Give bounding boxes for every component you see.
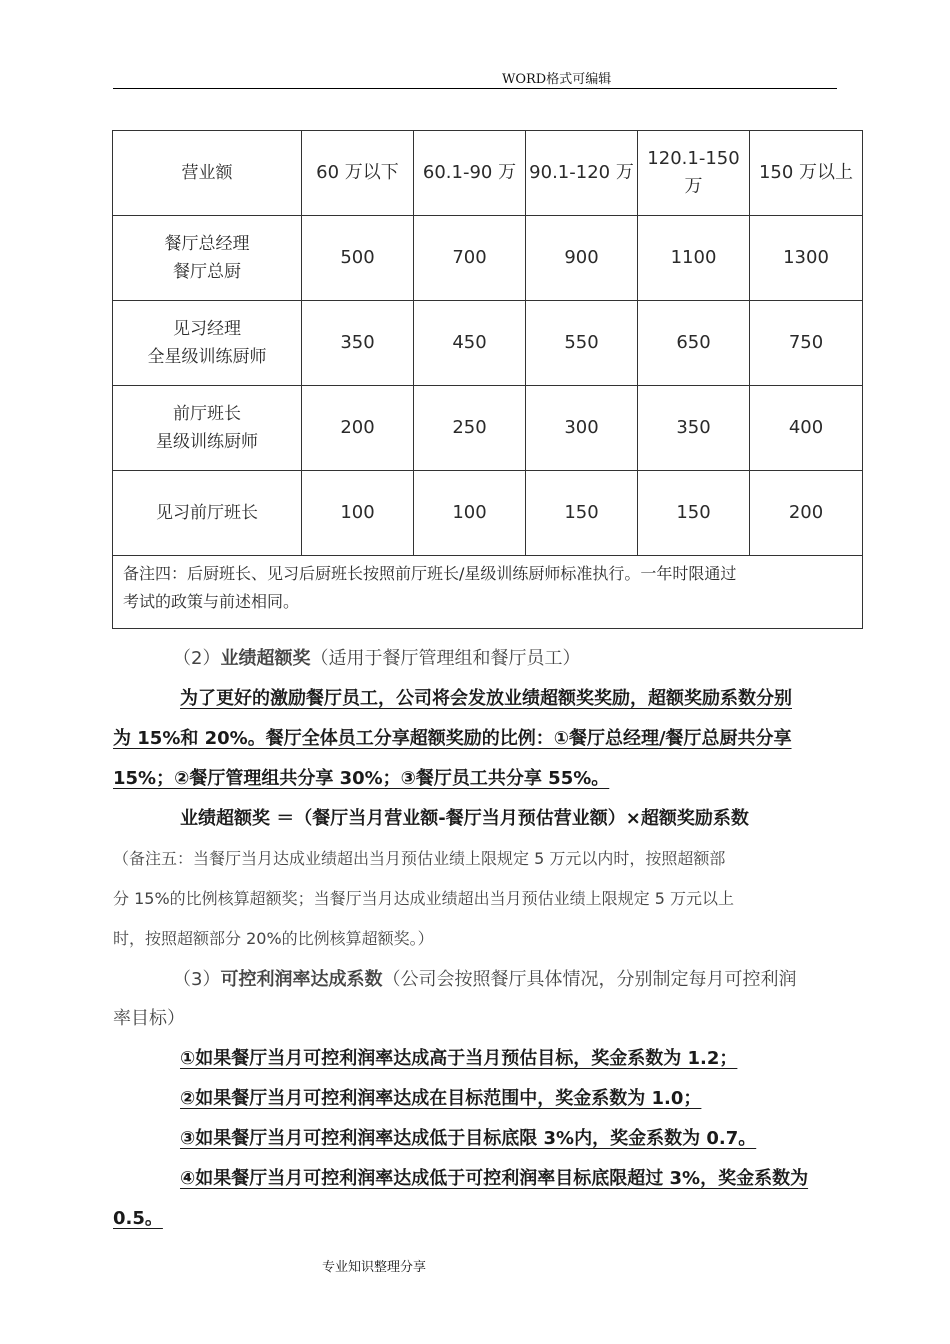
table-cell: 350 <box>302 301 414 386</box>
table-cell: 550 <box>526 301 638 386</box>
table-cell: 100 <box>302 471 414 556</box>
row-label: 餐厅总经理 餐厅总厨 <box>113 216 302 301</box>
page-footer: 专业知识整理分享 <box>322 1260 427 1275</box>
table-row <box>113 386 863 471</box>
remark-line-3: 时，按照超额部分 20%的比例核算超额奖。） <box>113 929 434 948</box>
table-row <box>113 216 863 301</box>
table-cell: 900 <box>526 216 638 301</box>
table-cell: 300 <box>526 386 638 471</box>
section3-item-2: ②如果餐厅当月可控利润率达成在目标范围中，奖金系数为 1.0； <box>180 1088 702 1109</box>
row-label: 前厅班长 星级训练厨师 <box>113 386 302 471</box>
table-cell: 350 <box>638 386 750 471</box>
section2-para-line-2: 为 15%和 20%。餐厅全体员工分享超额奖励的比例：①餐厅总经理/餐厅总厨共分享 <box>113 728 792 749</box>
header-cell: 120.1-150 万 <box>638 131 750 216</box>
section3-item-4-cont: 0.5。 <box>113 1208 163 1229</box>
table-cell: 650 <box>638 301 750 386</box>
table-header-row <box>113 131 863 216</box>
row-label: 见习前厅班长 <box>113 471 302 556</box>
section3-heading: （3）可控利润率达成系数（公司会按照餐厅具体情况，分别制定每月可控利润 <box>173 969 797 990</box>
table-cell: 450 <box>414 301 526 386</box>
table-cell: 1100 <box>638 216 750 301</box>
header-cell: 90.1-120 万 <box>526 131 638 216</box>
table-cell: 1300 <box>750 216 863 301</box>
section3-item-4: ④如果餐厅当月可控利润率达成低于可控利润率目标底限超过 3%，奖金系数为 <box>180 1168 809 1189</box>
remark-line-1: （备注五：当餐厅当月达成业绩超出当月预估业绩上限规定 5 万元以内时，按照超额部 <box>113 849 726 868</box>
table-row <box>113 471 863 556</box>
table-note-row <box>113 556 863 629</box>
table-note: 备注四：后厨班长、见习后厨班长按照前厅班长/星级训练厨师标准执行。一年时限通过 考试的政策与前述相同。 <box>113 556 863 629</box>
row-label: 见习经理 全星级训练厨师 <box>113 301 302 386</box>
header-cell: 150 万以上 <box>750 131 863 216</box>
remark-line-2: 分 15%的比例核算超额奖；当餐厅当月达成业绩超出当月预估业绩上限规定 5 万元以上 <box>113 889 735 908</box>
table-cell: 200 <box>302 386 414 471</box>
header-text: WORD格式可编辑 <box>502 72 612 87</box>
table-cell: 150 <box>638 471 750 556</box>
table-cell: 200 <box>750 471 863 556</box>
header-cell: 营业额 <box>113 131 302 216</box>
header-cell: 60.1-90 万 <box>414 131 526 216</box>
table-cell: 500 <box>302 216 414 301</box>
section3-heading-cont: 率目标） <box>113 1008 185 1029</box>
table-cell: 100 <box>414 471 526 556</box>
table-row <box>113 301 863 386</box>
section3-item-1: ①如果餐厅当月可控利润率达成高于当月预估目标，奖金系数为 1.2； <box>180 1048 738 1069</box>
section2-formula: 业绩超额奖 ＝（餐厅当月营业额-餐厅当月预估营业额）×超额奖励系数 <box>180 808 749 829</box>
header-cell: 60 万以下 <box>302 131 414 216</box>
section2-para-line-1: 为了更好的激励餐厅员工，公司将会发放业绩超额奖奖励，超额奖励系数分别 <box>180 688 792 709</box>
section3-item-3: ③如果餐厅当月可控利润率达成低于目标底限 3%内，奖金系数为 0.7。 <box>180 1128 757 1149</box>
table-cell: 250 <box>414 386 526 471</box>
table-cell: 400 <box>750 386 863 471</box>
table-cell: 700 <box>414 216 526 301</box>
table-cell: 150 <box>526 471 638 556</box>
section2-para-line-3: 15%；②餐厅管理组共分享 30%；③餐厅员工共分享 55%。 <box>113 768 610 789</box>
table-cell: 750 <box>750 301 863 386</box>
section2-heading: （2）业绩超额奖（适用于餐厅管理组和餐厅员工） <box>173 648 581 669</box>
page-header <box>113 66 837 89</box>
bonus-table <box>112 130 863 629</box>
